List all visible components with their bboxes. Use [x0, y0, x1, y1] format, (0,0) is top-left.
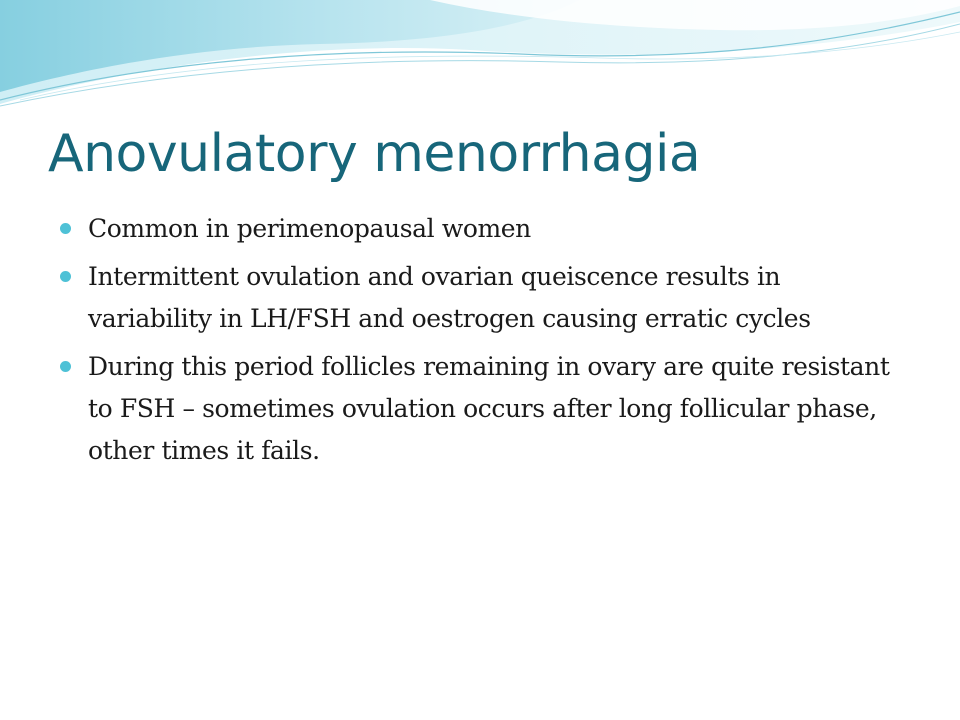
bullet-item [58, 208, 908, 250]
bullet-dot-icon [60, 271, 71, 282]
bullet-text: Common in perimenopausal women [88, 214, 531, 243]
slide-title: Anovulatory menorrhagia [48, 124, 701, 184]
bullet-item [58, 256, 908, 340]
header-wave-decoration [0, 0, 960, 110]
bullet-dot-icon [60, 361, 71, 372]
bullet-item [58, 346, 908, 472]
bullet-list [58, 208, 908, 478]
bullet-text: During this period follicles remaining in ovary are quite resistant to FSH – sometimes ovulation occurs after long follicular phase, other times it fails. [88, 352, 890, 465]
bullet-dot-icon [60, 223, 71, 234]
bullet-text: Intermittent ovulation and ovarian queiscence results in variability in LH/FSH and oestrogen causing erratic cycles [88, 262, 811, 333]
